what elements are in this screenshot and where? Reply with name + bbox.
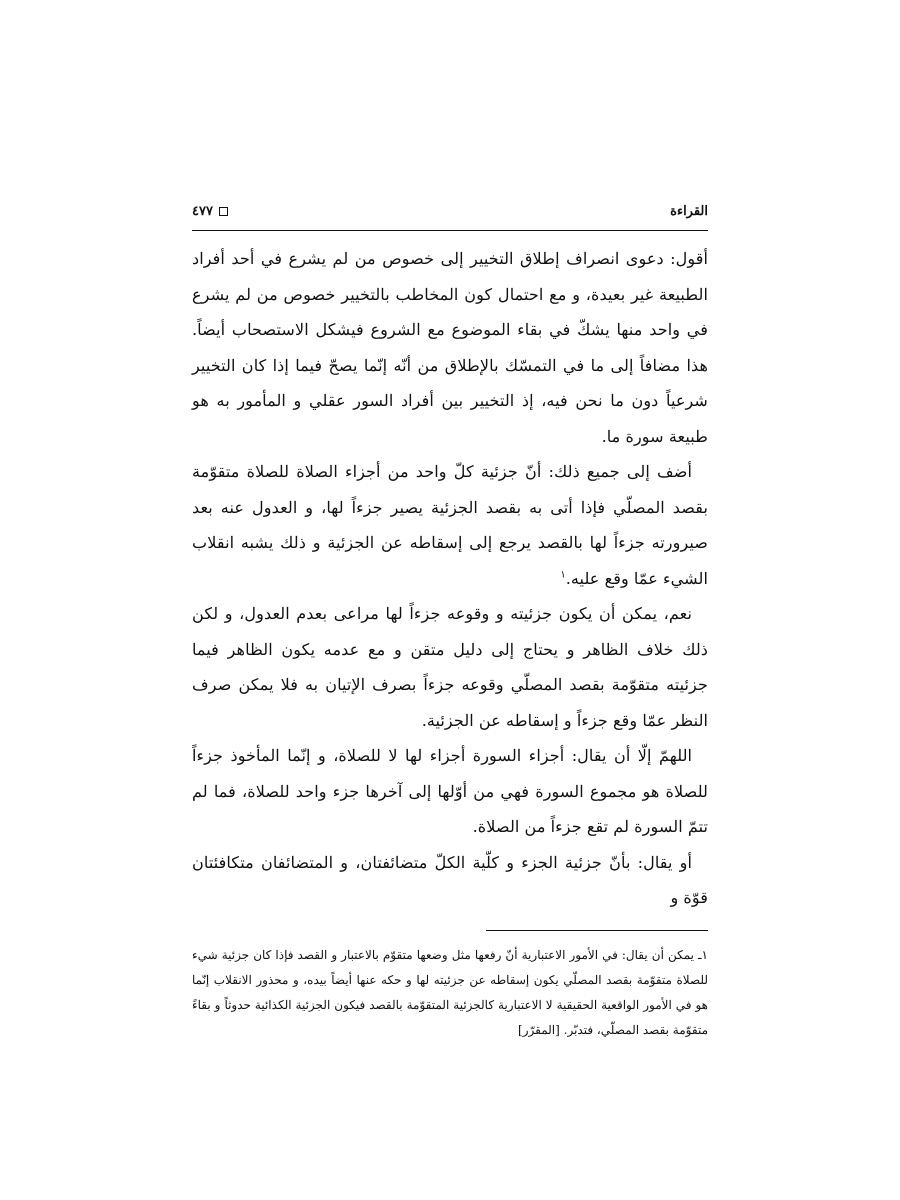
chapter-title: القراءة (670, 203, 708, 219)
footnote-reference: ١ (560, 569, 566, 581)
paragraph-1: أقول: دعوى انصراف إطلاق التخيير إلى خصوص من لم يشرع في أحد أفراد الطبيعة غير بعيدة، و مع احتمال كون المخاطب بالتخيير خصوص من لم يشرع في واحد منها يشكّ في بقاء الموضوع مع الشروع فيشكل الاستصحاب أيضاً. هذا مضافاً إلى ما في التمسّك بالإطلاق من أنّه إنّما يصحّ فيما إذا كان التخيير شرعياً دون ما نحن فيه، إذ التخيير بين أفراد السور عقلي و المأمور به هو طبيعة سورة ما. (192, 249, 708, 446)
main-text (192, 241, 708, 916)
paragraph-4: اللهمّ إلّا أن يقال: أجزاء السورة أجزاء لها لا للصلاة، و إنّما المأخوذ جزءاً للصلاة هو مجموع السورة فهي من أوّلها إلى آخرها جزء واحد للصلاة، فما لم تتمّ السورة لم تقع جزءاً من الصلاة. (192, 746, 708, 836)
footnote-1: ١ـ يمكن أن يقال: في الأمور الاعتبارية أنّ رفعها مثل وضعها متقوّم بالاعتبار و القصد فإذا كان جزئية شيء للصلاة متقوّمة بقصد المصلّي يكون إسقاطه عن جزئيته لها و حكه عنها أيضاً بيده، و محذور الانقلاب إنّما هو في الأمور الواقعية الحقيقية لا الاعتبارية كالجزئية المتقوّمة بالقصد فيكون الجزئية الكذائية حدوثاً و بقاءً متقوّمة بقصد المصلّي، فتدبّر. [المقرّر] (192, 947, 708, 1037)
running-header (192, 198, 708, 224)
paragraph-2-text: أضف إلى جميع ذلك: أنّ جزئية كلّ واحد من أجزاء الصلاة للصلاة متقوّمة بقصد المصلّي فإذا أتى به بقصد الجزئية يصير جزءاً لها، و العدول عنه بعد صيرورته جزءاً لها بالقصد يرجع إلى إسقاطه عن الجزئية و ذلك يشبه انقلاب الشيء عمّا وقع عليه. (192, 462, 708, 588)
footnotes (192, 943, 708, 1043)
book-page (192, 198, 708, 1043)
square-ornament-icon (219, 207, 228, 216)
footnote-divider (486, 930, 708, 931)
page-number: ٤٧٧ (192, 203, 213, 219)
paragraph-5: أو يقال: بأنّ جزئية الجزء و كلّية الكلّ متضائفتان، و المتضائفان متكافئتان قوّة و (192, 852, 708, 907)
header-divider (192, 230, 708, 231)
page-number-block (192, 204, 228, 219)
paragraph-2 (192, 454, 708, 596)
paragraph-3: نعم، يمكن أن يكون جزئيته و وقوعه جزءاً لها مراعى بعدم العدول، و لكن ذلك خلاف الظاهر و يحتاج إلى دليل متقن و مع عدمه يكون الظاهر فيما جزئيته متقوّمة بقصد المصلّي وقوعه جزءاً بصرف الإتيان به فلا يمكن صرف النظر عمّا وقع جزءاً و إسقاطه عن الجزئية. (192, 604, 708, 730)
